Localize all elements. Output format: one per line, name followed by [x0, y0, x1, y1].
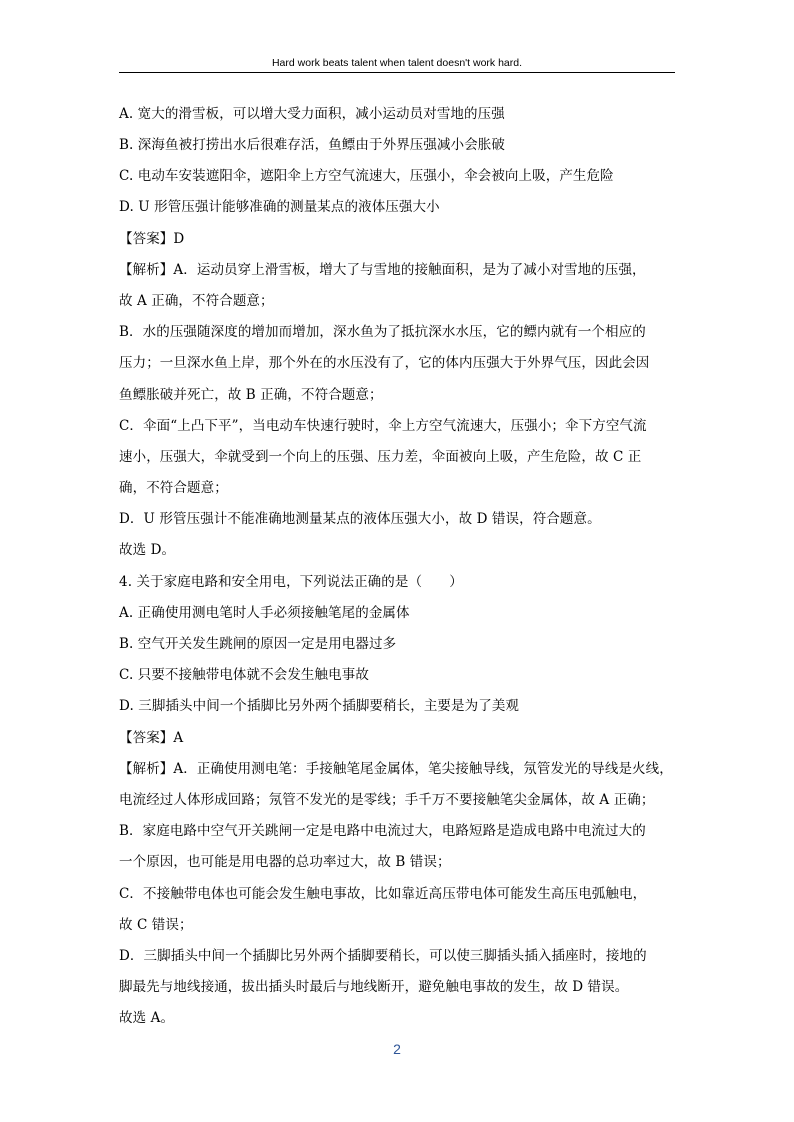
answer-line: 【答案】D	[119, 231, 185, 247]
analysis-line: C．伞面“上凸下平”，当电动车快速行驶时，伞上方空气流速大，压强小；伞下方空气流	[119, 418, 647, 434]
analysis-line: 故 C 错误；	[119, 917, 193, 933]
analysis-line: 压力；一旦深水鱼上岸，那个外在的水压没有了，它的体内压强大于外界气压，因此会因	[119, 355, 650, 371]
option-c-line: C. 电动车安装遮阳伞，遮阳伞上方空气流速大，压强小，伞会被向上吸，产生危险	[119, 168, 614, 184]
page-header: Hard work beats talent when talent doesn't work hard.	[271, 57, 523, 69]
page-number: 2	[393, 1041, 401, 1057]
analysis-line: 速小，压强大，伞就受到一个向上的压强、压力差，伞面被向上吸，产生危险，故 C 正	[119, 449, 642, 465]
analysis-line: 脚最先与地线接通，拔出插头时最后与地线断开，避免触电事故的发生，故 D 错误。	[119, 979, 629, 995]
option-a-line: A. 正确使用测电笔时人手必须接触笔尾的金属体	[119, 605, 410, 621]
conclusion-line: 故选 D。	[119, 542, 176, 558]
option-d-line: D. 三脚插头中间一个插脚比另外两个插脚要稍长，主要是为了美观	[119, 698, 520, 714]
question-4-line: 4. 关于家庭电路和安全用电，下列说法正确的是（ ）	[119, 574, 463, 590]
option-b-line: B. 空气开关发生跳闸的原因一定是用电器过多	[119, 636, 397, 652]
analysis-line: 电流经过人体形成回路；氖管不发光的是零线；手千万不要接触笔尖金属体，故 A 正确；	[119, 792, 655, 808]
analysis-line: D．U 形管压强计不能准确地测量某点的液体压强大小，故 D 错误，符合题意。	[119, 511, 601, 527]
option-c-line: C. 只要不接触带电体就不会发生触电事故	[119, 667, 369, 683]
analysis-line: 确，不符合题意；	[119, 480, 228, 496]
option-d-line: D. U 形管压强计能够准确的测量某点的液体压强大小	[119, 199, 440, 215]
option-b-line: B. 深海鱼被打捞出水后很难存活，鱼鳔由于外界压强减小会胀破	[119, 137, 506, 153]
analysis-line: D．三脚插头中间一个插脚比另外两个插脚要稍长，可以使三脚插头插入插座时，接地的	[119, 948, 647, 964]
answer-line: 【答案】A	[119, 730, 184, 746]
analysis-line: 【解析】A．正确使用测电笔：手接触笔尾金属体，笔尖接触导线，氖管发光的导线是火线，	[119, 761, 673, 777]
analysis-line: B．水的压强随深度的增加而增加，深水鱼为了抵抗深水水压，它的鳔内就有一个相应的	[119, 324, 646, 340]
option-a-line: A. 宽大的滑雪板，可以增大受力面积，减小运动员对雪地的压强	[119, 106, 505, 122]
analysis-line: C．不接触带电体也可能会发生触电事故，比如靠近高压带电体可能发生高压电弧触电，	[119, 886, 647, 902]
analysis-line: 【解析】A．运动员穿上滑雪板，增大了与雪地的接触面积，是为了减小对雪地的压强，	[119, 262, 646, 278]
analysis-line: 鱼鳔胀破并死亡，故 B 正确，不符合题意；	[119, 387, 383, 403]
conclusion-line: 故选 A。	[119, 1010, 175, 1026]
analysis-line: 故 A 正确，不符合题意；	[119, 293, 274, 309]
header-divider	[119, 72, 675, 73]
analysis-line: 一个原因，也可能是用电器的总功率过大，故 B 错误；	[119, 854, 451, 870]
analysis-line: B．家庭电路中空气开关跳闸一定是电路中电流过大，电路短路是造成电路中电流过大的	[119, 823, 646, 839]
